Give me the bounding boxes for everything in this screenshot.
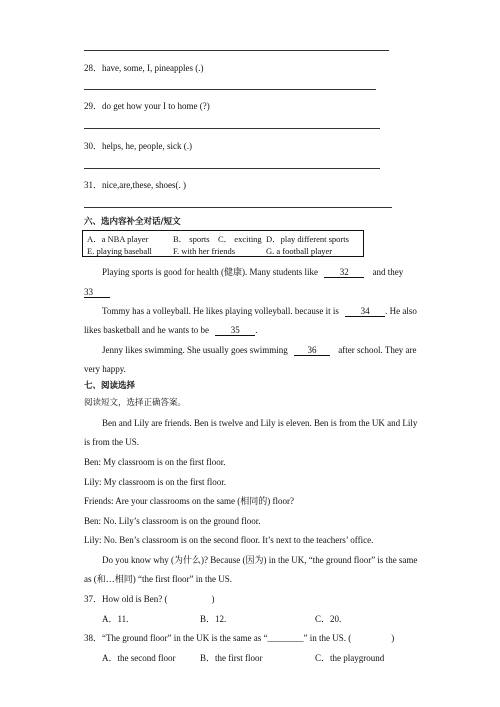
question-38: 38．“The ground floor” in the UK is the same as “________” in the US. ( ): [84, 633, 395, 643]
section-7-title: 七、阅读选择: [84, 381, 136, 391]
question-31: 31．nice,are,these, shoes(. ): [84, 180, 186, 190]
q37-option-b: B．12.: [200, 614, 227, 624]
answer-line-29: [84, 128, 380, 129]
passage-line-3: Tommy has a volleyball. He likes playing volleyball. because it is 34 . He also: [102, 306, 417, 316]
q37-option-a: A．11.: [102, 614, 129, 624]
dialog-line-4: Ben: No. Lily’s classroom is on the ground floor.: [84, 516, 261, 526]
explain-line-2: as (和…相同) “the first floor” in the US.: [84, 574, 232, 584]
answer-line-27: [84, 50, 389, 51]
question-37: 37．How old is Ben? ( ): [84, 594, 215, 604]
passage-line-5: Jenny likes swimming. She usually goes swimming 36 after school. They are: [102, 345, 417, 355]
explain-line-1: Do you know why (为什么)? Because (因为) in the UK, “the ground floor” is the same: [102, 555, 418, 565]
q38-option-a: A．the second floor: [102, 653, 176, 663]
passage-line-6: very happy.: [84, 364, 126, 374]
section-6-title: 六、选内容补全对话/短文: [84, 217, 181, 227]
option-d: D．play different sports: [266, 234, 349, 244]
answer-line-28: [84, 89, 376, 90]
blank-32: 32: [339, 267, 349, 277]
blank-34: 34: [360, 306, 370, 316]
option-b: B． sports: [173, 234, 210, 244]
answer-line-30: [84, 168, 380, 169]
reading-intro-1: Ben and Lily are friends. Ben is twelve and Lily is eleven. Ben is from the UK and Lily: [102, 418, 418, 428]
dialog-line-5: Lily: No. Ben’s classroom is on the second floor. It’s next to the teachers’ office.: [84, 535, 374, 545]
options-box: [82, 230, 364, 257]
question-30: 30．helps, he, people, sick (.): [84, 141, 192, 151]
blank-33: 33: [84, 287, 93, 297]
option-g: G. a football player: [266, 246, 333, 256]
option-f: F. with her friends: [173, 246, 236, 256]
option-e: E. playing baseball: [87, 246, 152, 256]
passage-line-1: Playing sports is good for health (健康). Many students like 32 and they: [102, 267, 404, 277]
question-29: 29．do get how your I to home (?): [84, 101, 210, 111]
passage-line-2: [84, 287, 110, 298]
dialog-line-2: Lily: My classroom is on the first floor.: [84, 477, 226, 487]
blank-36: 36: [307, 345, 317, 355]
section-7-instruction: 阅读短文，选择正确答案。: [84, 398, 187, 408]
option-a: A．a NBA player: [87, 234, 149, 244]
dialog-line-1: Ben: My classroom is on the first floor.: [84, 457, 226, 467]
q38-option-b: B．the first floor: [200, 653, 263, 663]
question-28: 28．have, some, I, pineapples (.): [84, 63, 204, 73]
blank-35: 35: [230, 325, 240, 335]
option-c: C． exciting: [218, 234, 262, 244]
q37-option-c: C．20.: [315, 614, 342, 624]
dialog-line-3: Friends: Are your classrooms on the same (相同的) floor?: [84, 496, 294, 506]
reading-intro-2: is from the US.: [84, 437, 139, 447]
q38-option-c: C．the playground: [315, 653, 385, 663]
passage-line-4: likes basketball and he wants to be 35 .: [84, 325, 258, 335]
answer-line-31: [84, 207, 392, 208]
